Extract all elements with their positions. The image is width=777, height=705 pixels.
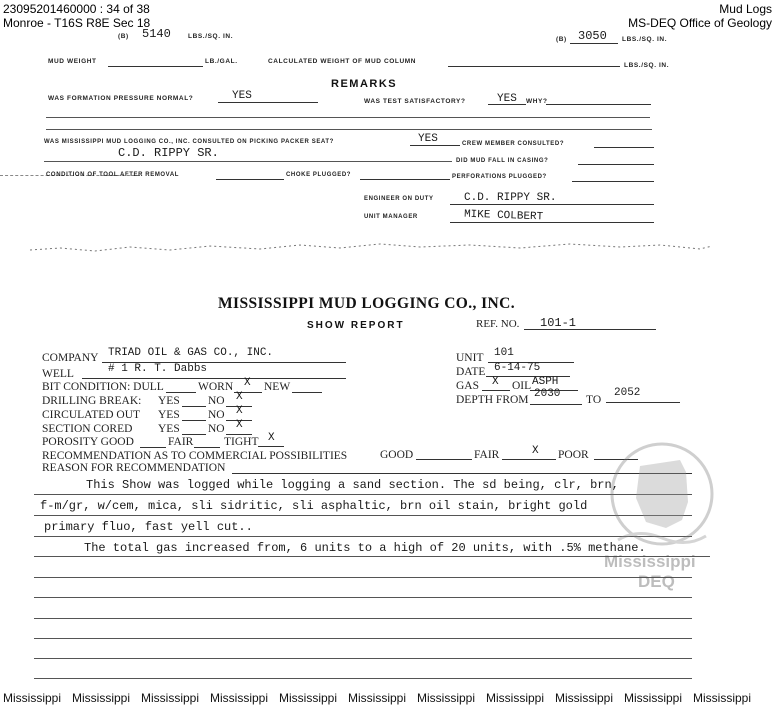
section-cored-yes: YES — [158, 423, 180, 435]
bit-condition-label: BIT CONDITION: DULL — [42, 381, 164, 393]
footer-item: Mississippi — [417, 691, 476, 705]
oil-label: OIL — [512, 380, 532, 392]
reason-label: REASON FOR RECOMMENDATION — [42, 462, 226, 474]
narrative-line-1: This Show was logged while logging a sand section. The sd being, clr, brn, — [86, 478, 619, 492]
pressure-right-value: 3050 — [578, 29, 607, 43]
footer-item: Mississippi — [279, 691, 338, 705]
ref-no-label: REF. NO. — [476, 318, 520, 330]
crew-member-value: C.D. RIPPY SR. — [118, 146, 219, 160]
drilling-break-yes: YES — [158, 395, 180, 407]
company-title: MISSISSIPPI MUD LOGGING CO., INC. — [218, 295, 515, 312]
circulated-out-no-label: NO — [208, 409, 225, 421]
mud-fall-label: DID MUD FALL IN CASING? — [456, 158, 549, 164]
why-label: WHY? — [526, 98, 548, 105]
narrative-line-4: The total gas increased from, 6 units to a high of 20 units, with .5% methane. — [84, 541, 646, 555]
circulated-out-label: CIRCULATED OUT — [42, 409, 141, 421]
porosity-tight-value: X — [268, 432, 275, 444]
test-satisfactory-label: WAS TEST SATISFACTORY? — [364, 98, 466, 105]
document-id: 23095201460000 : 34 of 38 — [3, 2, 150, 16]
depth-to-label: TO — [586, 394, 602, 406]
date-label: DATE — [456, 366, 486, 378]
footer-item: Mississippi — [693, 691, 752, 705]
lbs-sq-in-left: LBS./SQ. IN. — [188, 33, 234, 40]
calculated-weight-label: CALCULATED WEIGHT OF MUD COLUMN — [268, 58, 417, 65]
agency: MS-DEQ Office of Geology — [628, 16, 772, 30]
drilling-break-no-label: NO — [208, 395, 225, 407]
rec-poor-label: POOR — [558, 449, 589, 461]
rec-good-label: GOOD — [380, 449, 414, 461]
lb-gal-label: LB./GAL. — [205, 58, 238, 65]
company-label: COMPANY — [42, 352, 99, 364]
footer-item: Mississippi — [3, 691, 62, 705]
lbs-sq-in-calc: LBS./SQ. IN. — [624, 62, 670, 69]
ref-no-value: 101-1 — [540, 316, 577, 330]
date-value: 6-14-75 — [494, 362, 541, 374]
section-cored-no-value: X — [236, 419, 243, 431]
consulted-label: WAS MISSISSIPPI MUD LOGGING CO., INC. CONSULTED ON PICKING PACKER SEAT? — [44, 139, 334, 145]
narrative-line-3: primary fluo, fast yell cut.. — [44, 520, 253, 534]
crew-member-label: CREW MEMBER CONSULTED? — [462, 141, 565, 147]
porosity-tight-label: TIGHT — [224, 436, 259, 448]
lbs-sq-in-right: LBS./SQ. IN. — [622, 36, 668, 43]
location: Monroe - T16S R8E Sec 18 — [3, 16, 151, 30]
footer-item: Mississippi — [210, 691, 269, 705]
section-cored-label: SECTION CORED — [42, 423, 133, 435]
rec-fair-value: X — [532, 445, 539, 457]
footer-item: Mississippi — [72, 691, 131, 705]
footer-item: Mississippi — [348, 691, 407, 705]
watermark-line-1: Mississippi — [604, 552, 696, 571]
unit-manager-label: UNIT MANAGER — [364, 214, 418, 220]
circulated-out-no-value: X — [236, 405, 243, 417]
pressure-left-prefix: (B) — [118, 33, 129, 40]
choke-label: CHOKE PLUGGED? — [286, 172, 352, 178]
footer-item: Mississippi — [486, 691, 545, 705]
footer-item: Mississippi — [555, 691, 614, 705]
recommendation-label: RECOMMENDATION AS TO COMMERCIAL POSSIBILITIES — [42, 450, 348, 462]
mud-weight-label: MUD WEIGHT — [48, 58, 97, 65]
depth-from-value: 2030 — [534, 388, 561, 400]
gas-value: X — [492, 376, 499, 388]
test-satisfactory-value: YES — [497, 93, 517, 105]
depth-from-label: DEPTH FROM — [456, 394, 529, 406]
formation-pressure-value: YES — [232, 90, 252, 102]
drilling-break-no-value: X — [236, 391, 243, 403]
engineer-value: C.D. RIPPY SR. — [464, 192, 557, 204]
narrative-line-2: f-m/gr, w/cem, mica, sli sidritic, sli asphaltic, brn oil stain, bright gold — [40, 499, 588, 513]
gas-label: GAS — [456, 380, 480, 392]
oil-value: ASPH — [532, 376, 559, 388]
well-value: # 1 R. T. Dabbs — [108, 363, 208, 375]
pressure-left-value: 5140 — [142, 27, 171, 41]
unit-value: 101 — [494, 347, 514, 359]
porosity-label: POROSITY GOOD — [42, 436, 134, 448]
pressure-right-prefix: (B) — [556, 36, 567, 43]
remarks-title: REMARKS — [331, 78, 398, 90]
new-label: NEW — [264, 381, 291, 393]
perforations-label: PERFORATIONS PLUGGED? — [452, 174, 547, 180]
rec-fair-label: FAIR — [474, 449, 500, 461]
document-type: Mud Logs — [719, 2, 772, 16]
porosity-fair-label: FAIR — [168, 436, 194, 448]
depth-to-value: 2052 — [614, 387, 641, 399]
unit-label: UNIT — [456, 352, 484, 364]
footer-item: Mississippi — [624, 691, 683, 705]
unit-manager-value: MIKE COLBERT — [463, 208, 544, 224]
well-label: WELL — [42, 368, 74, 380]
torn-edge — [0, 236, 777, 260]
worn-label: WORN — [198, 381, 234, 393]
worn-value: X — [244, 377, 251, 389]
condition-label: CONDITION OF TOOL AFTER REMOVAL — [46, 172, 180, 178]
drilling-break-label: DRILLING BREAK: — [42, 395, 142, 407]
formation-pressure-label: WAS FORMATION PRESSURE NORMAL? — [48, 95, 194, 102]
company-value: TRIAD OIL & GAS CO., INC. — [108, 347, 274, 359]
engineer-label: ENGINEER ON DUTY — [364, 196, 434, 202]
footer-item: Mississippi — [141, 691, 200, 705]
report-title: SHOW REPORT — [307, 320, 405, 331]
deq-seal-icon — [606, 436, 718, 562]
section-cored-no-label: NO — [208, 423, 225, 435]
watermark-line-2: DEQ — [638, 572, 675, 591]
circulated-out-yes: YES — [158, 409, 180, 421]
consulted-value: YES — [418, 133, 438, 145]
